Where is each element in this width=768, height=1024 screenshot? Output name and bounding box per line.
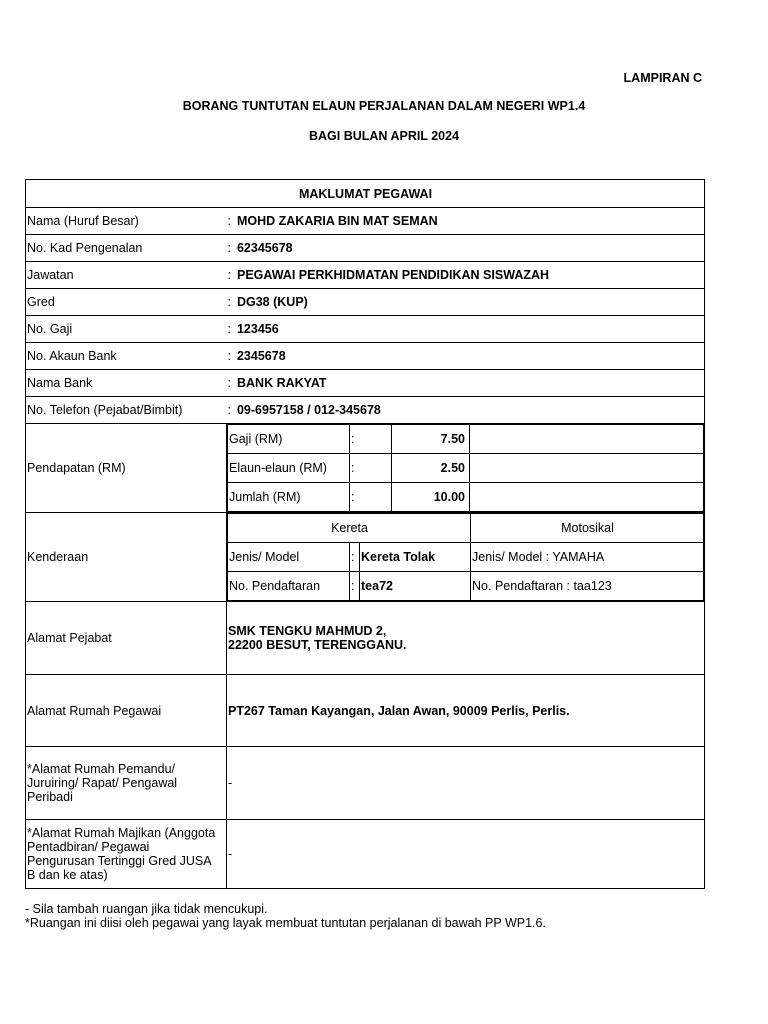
alamat-pejabat-line1: SMK TENGKU MAHMUD 2,: [228, 624, 387, 638]
alamat-pemandu-value: -: [227, 747, 705, 820]
field-row-kad-pengenalan: [26, 235, 705, 262]
kenderaan-table: [227, 513, 704, 601]
field-value-text: PEGAWAI PERKHIDMATAN PENDIDIKAN SISWAZAH: [236, 268, 550, 282]
pendapatan-detail: [227, 424, 705, 513]
colon: :: [350, 572, 360, 601]
alamat-rumah-label: Alamat Rumah Pegawai: [26, 675, 227, 747]
pendapatan-item: [228, 425, 704, 454]
field-label: Nama (Huruf Besar): [26, 208, 227, 235]
footnotes: [25, 902, 546, 930]
label-line: Pengurusan Tertinggi Gred JUSA: [27, 854, 212, 868]
kereta-header: Kereta: [228, 514, 471, 543]
alamat-pejabat-row: [26, 602, 705, 675]
form-subtitle: BAGI BULAN APRIL 2024: [308, 129, 460, 143]
alamat-rumah-value: PT267 Taman Kayangan, Jalan Awan, 90009 Perlis, Perlis.: [227, 675, 705, 747]
label-line: Pentadbiran/ Pegawai: [27, 840, 150, 854]
kereta-jenis-value: Kereta Tolak: [360, 543, 471, 572]
colon: :: [227, 268, 231, 282]
label-line: Juruiring/ Rapat/ Pengawal: [27, 776, 178, 790]
kenderaan-header-row: [228, 514, 704, 543]
field-value: [227, 316, 705, 343]
field-value-text: 09-6957158 / 012-345678: [236, 403, 381, 417]
field-value: [227, 208, 705, 235]
kenderaan-label: Kenderaan: [26, 513, 227, 602]
field-label: No. Gaji: [26, 316, 227, 343]
pendapatan-item-label: Jumlah (RM): [228, 483, 350, 512]
pendapatan-table: [227, 424, 704, 512]
alamat-pemandu-label: [26, 747, 227, 820]
label-line: *Alamat Rumah Pemandu/: [27, 762, 175, 776]
field-value: [227, 235, 705, 262]
colon: :: [350, 425, 392, 454]
alamat-pejabat-value: [227, 602, 705, 675]
pendapatan-item-value: 10.00: [392, 483, 470, 512]
motosikal-pendaftaran: No. Pendaftaran : taa123: [471, 572, 704, 601]
label-line: *Alamat Rumah Majikan (Anggota: [27, 826, 216, 840]
lampiran-label: LAMPIRAN C: [623, 71, 702, 85]
motosikal-jenis: Jenis/ Model : YAMAHA: [471, 543, 704, 572]
colon: :: [227, 322, 231, 336]
pendapatan-label: Pendapatan (RM): [26, 424, 227, 513]
field-row-nama-bank: [26, 370, 705, 397]
pendapatan-item-value: 7.50: [392, 425, 470, 454]
pendapatan-item-label: Gaji (RM): [228, 425, 350, 454]
officer-info-table: [25, 179, 705, 889]
field-row-jawatan: [26, 262, 705, 289]
field-row-gred: [26, 289, 705, 316]
field-label: Jawatan: [26, 262, 227, 289]
alamat-pejabat-line2: 22200 BESUT, TERENGGANU.: [228, 638, 407, 652]
field-label: No. Akaun Bank: [26, 343, 227, 370]
field-value: [227, 289, 705, 316]
field-value-text: MOHD ZAKARIA BIN MAT SEMAN: [236, 214, 438, 228]
kenderaan-row: [26, 513, 705, 602]
alamat-majikan-row: [26, 820, 705, 889]
colon: :: [350, 454, 392, 483]
kenderaan-detail: [227, 513, 705, 602]
field-row-no-gaji: [26, 316, 705, 343]
field-value: [227, 370, 705, 397]
colon: :: [227, 349, 231, 363]
footnote-1: - Sila tambah ruangan jika tidak mencukupi.: [25, 902, 268, 916]
pendapatan-item: [228, 483, 704, 512]
colon: :: [227, 403, 231, 417]
alamat-majikan-value: -: [227, 820, 705, 889]
form-title: BORANG TUNTUTAN ELAUN PERJALANAN DALAM NEGERI WP1.4: [182, 99, 586, 113]
kereta-pendaftaran-value: tea72: [360, 572, 471, 601]
motosikal-header: Motosikal: [471, 514, 704, 543]
kenderaan-jenis-row: [228, 543, 704, 572]
colon: :: [350, 483, 392, 512]
colon: :: [227, 214, 231, 228]
field-value-text: 62345678: [236, 241, 293, 255]
field-value-text: 2345678: [236, 349, 286, 363]
field-value: [227, 262, 705, 289]
alamat-pejabat-label: Alamat Pejabat: [26, 602, 227, 675]
alamat-pemandu-row: [26, 747, 705, 820]
field-row-nama: [26, 208, 705, 235]
colon: :: [227, 241, 231, 255]
field-label: Nama Bank: [26, 370, 227, 397]
field-label: No. Telefon (Pejabat/Bimbit): [26, 397, 227, 424]
label-line: B dan ke atas): [27, 868, 108, 882]
pendapatan-item-value: 2.50: [392, 454, 470, 483]
label-line: Peribadi: [27, 790, 73, 804]
kereta-jenis-label: Jenis/ Model: [228, 543, 350, 572]
alamat-majikan-label: [26, 820, 227, 889]
pendapatan-row: [26, 424, 705, 513]
pendapatan-item-label: Elaun-elaun (RM): [228, 454, 350, 483]
kereta-pendaftaran-label: No. Pendaftaran: [228, 572, 350, 601]
field-label: No. Kad Pengenalan: [26, 235, 227, 262]
field-row-akaun-bank: [26, 343, 705, 370]
field-value: [227, 397, 705, 424]
field-value: [227, 343, 705, 370]
field-value-text: BANK RAKYAT: [236, 376, 327, 390]
pendapatan-item: [228, 454, 704, 483]
colon: :: [227, 295, 231, 309]
field-row-telefon: [26, 397, 705, 424]
kenderaan-pendaftaran-row: [228, 572, 704, 601]
alamat-rumah-row: [26, 675, 705, 747]
footnote-2: *Ruangan ini diisi oleh pegawai yang layak membuat tuntutan perjalanan di bawah PP WP1.6.: [25, 916, 546, 930]
colon: :: [350, 543, 360, 572]
field-label: Gred: [26, 289, 227, 316]
field-value-text: 123456: [236, 322, 279, 336]
colon: :: [227, 376, 231, 390]
section-title: MAKLUMAT PEGAWAI: [26, 180, 705, 208]
field-value-text: DG38 (KUP): [236, 295, 308, 309]
